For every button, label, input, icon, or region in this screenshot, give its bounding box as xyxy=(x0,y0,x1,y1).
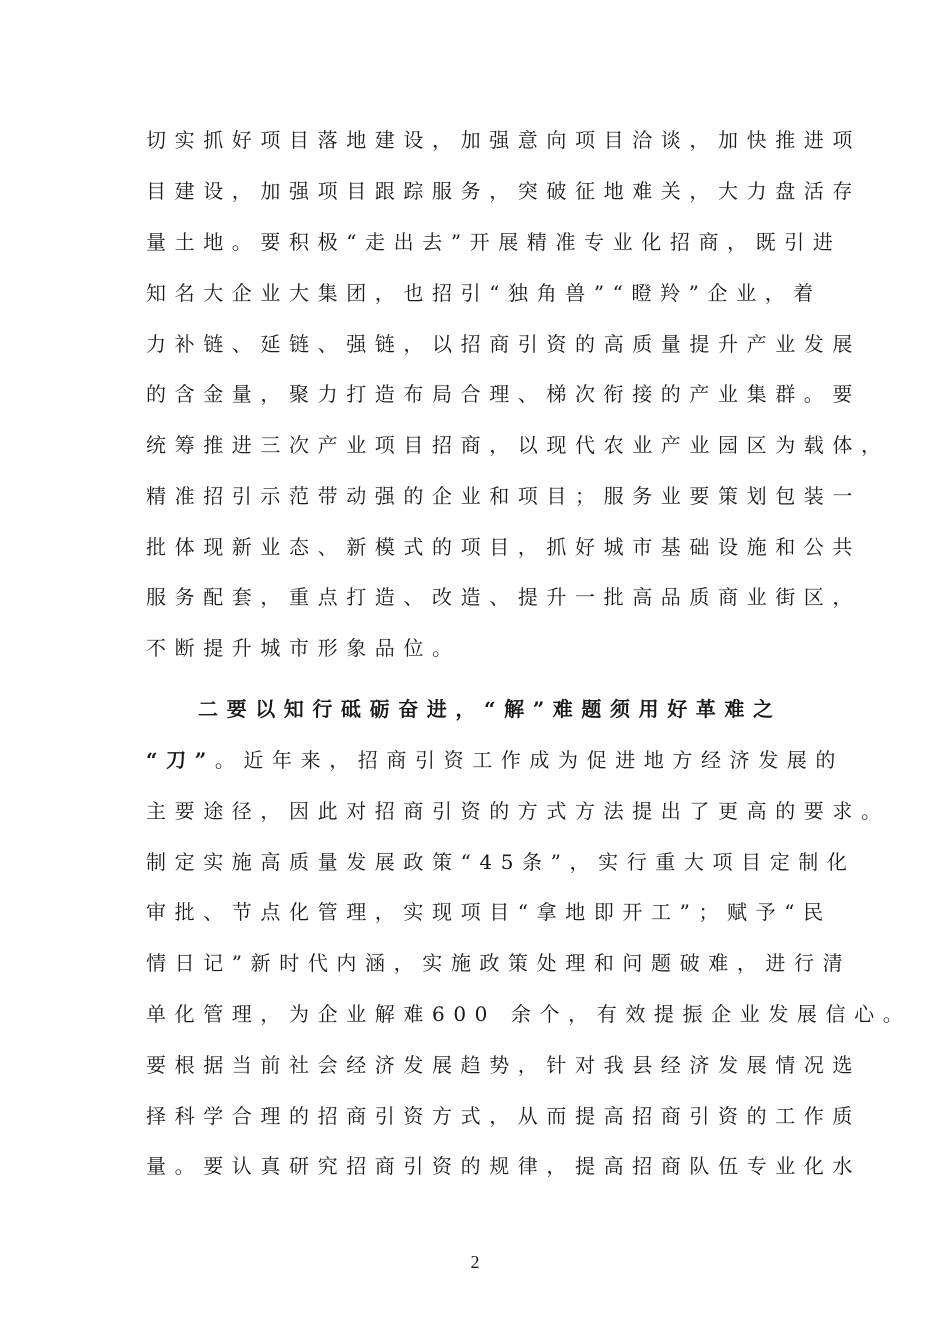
paragraph-line: 量。要认真研究招商引资的规律，提高招商队伍专业化水 xyxy=(146,1154,861,1178)
paragraph-line: 力补链、延链、强链，以招商引资的高质量提升产业发展 xyxy=(146,332,861,356)
paragraph-line: 不断提升城市形象品位。 xyxy=(146,636,461,660)
paragraph-line: 情日记”新时代内涵，实施政策处理和问题破难，进行清 xyxy=(146,951,852,975)
paragraph-line: 主要途径，因此对招商引资的方式方法提出了更高的要求。 xyxy=(146,799,890,823)
section-heading-end: “刀” xyxy=(146,748,215,772)
paragraph-line: 量土地。要积极“走出去”开展精准专业化招商，既引进 xyxy=(146,230,842,254)
paragraph-line: 统筹推进三次产业项目招商，以现代农业产业园区为载体， xyxy=(146,433,890,457)
paragraph-line: 精准招引示范带动强的企业和项目；服务业要策划包装一 xyxy=(146,484,861,508)
paragraph-line: 批体现新业态、新模式的项目，抓好城市基础设施和公共 xyxy=(146,535,861,559)
paragraph-line: 的含金量，聚力打造布局合理、梯次衔接的产业集群。要 xyxy=(146,382,861,406)
heading-continuation-line xyxy=(146,748,845,772)
paragraph-text: 。近年来，招商引资工作成为促进地方经济发展的 xyxy=(214,748,845,772)
paragraph-line: 择科学合理的招商引资方式，从而提高招商引资的工作质 xyxy=(146,1104,861,1128)
page-number: 2 xyxy=(470,1252,480,1272)
paragraph-line: 制定实施高质量发展政策“45条”，实行重大项目定制化 xyxy=(146,850,856,874)
paragraph-line: 审批、节点化管理，实现项目“拿地即开工”；赋予“民 xyxy=(146,900,832,924)
paragraph-line: 切实抓好项目落地建设，加强意向项目洽谈，加快推进项 xyxy=(146,128,861,152)
section-heading: 二要以知行砥砺奋进，“解”难题须用好革难之 xyxy=(198,697,782,721)
paragraph-line: 单化管理，为企业解难600 余个，有效提振企业发展信心。 xyxy=(146,1002,912,1026)
paragraph-line: 服务配套，重点打造、改造、提升一批高品质商业街区， xyxy=(146,585,861,609)
paragraph-line: 要根据当前社会经济发展趋势，针对我县经济发展情况选 xyxy=(146,1053,861,1077)
paragraph-line: 知名大企业大集团，也招引“独角兽”“瞪羚”企业，着 xyxy=(146,281,822,305)
paragraph-line: 目建设，加强项目跟踪服务，突破征地难关，大力盘活存 xyxy=(146,179,861,203)
